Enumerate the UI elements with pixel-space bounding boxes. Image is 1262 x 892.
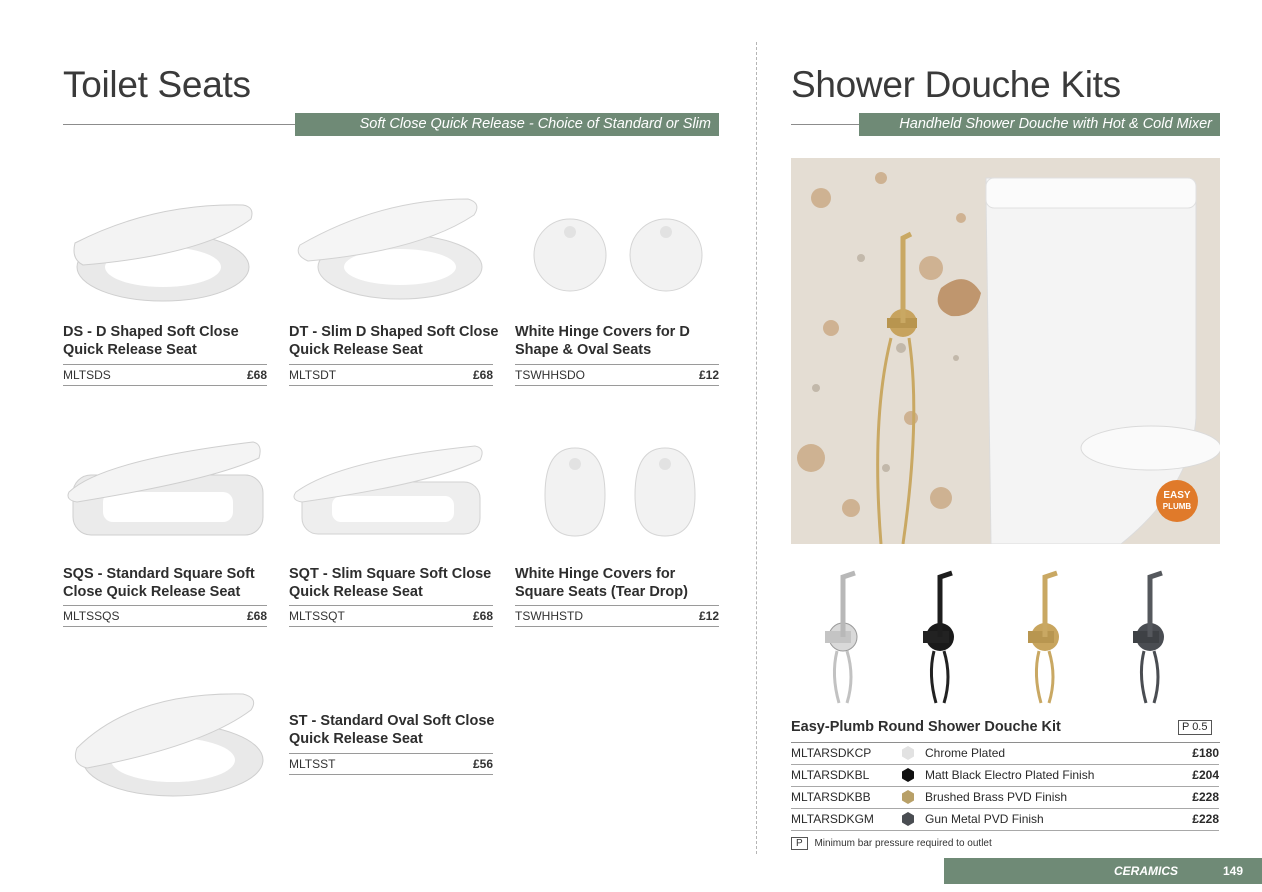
note-tag: P — [791, 837, 808, 850]
finish-variants-image — [815, 565, 1210, 705]
kit-price: £180 — [1192, 746, 1219, 760]
product-row-hinge-teardrop — [515, 605, 719, 627]
section-banner: Soft Close Quick Release - Choice of Standard or Slim — [295, 113, 719, 136]
product-name-dt: DT - Slim D Shaped Soft Close Quick Release Seat — [289, 324, 499, 358]
product-price: £12 — [698, 609, 719, 623]
kit-title: Easy-Plumb Round Shower Douche Kit — [791, 719, 1061, 735]
product-row-st — [289, 753, 493, 775]
finish-swatch-icon — [901, 790, 915, 804]
section-banner: Handheld Shower Douche with Hot & Cold Mixer — [859, 113, 1220, 136]
product-price: £68 — [246, 368, 267, 382]
product-price: £68 — [472, 368, 493, 382]
product-code: MLTSDT — [289, 368, 337, 382]
product-price: £56 — [472, 757, 493, 771]
product-price: £12 — [698, 368, 719, 382]
badge-line1: EASY — [1163, 490, 1191, 501]
finish-swatch-icon — [901, 768, 915, 782]
product-row-ds — [63, 364, 267, 386]
product-row-hinge-round — [515, 364, 719, 386]
note-text: Minimum bar pressure required to outlet — [814, 838, 992, 849]
ds-seat-image — [63, 185, 263, 310]
kit-row — [791, 809, 1219, 831]
kit-code: MLTARSDKBB — [791, 790, 871, 804]
kit-table — [791, 742, 1220, 831]
product-name-sqt: SQT - Slim Square Soft Close Quick Release Seat — [289, 566, 492, 600]
kit-code: MLTARSDKBL — [791, 768, 870, 782]
pressure-tag: P 0.5 — [1178, 720, 1212, 735]
product-name-sqs: SQS - Standard Square Soft Close Quick Release Seat — [63, 566, 255, 600]
kit-price: £228 — [1192, 790, 1219, 804]
product-name-ds: DS - D Shaped Soft Close Quick Release Seat — [63, 324, 239, 358]
badge-line2: PLUMB — [1162, 502, 1192, 511]
product-name-hinge-round: White Hinge Covers for D Shape & Oval Seats — [515, 324, 690, 358]
sqt-seat-image — [290, 440, 490, 545]
gunmetal-variant — [1133, 573, 1164, 703]
kit-row — [791, 743, 1219, 765]
hinge-covers-round-image — [525, 210, 715, 300]
product-code: MLTSDS — [63, 368, 111, 382]
lifestyle-photo — [791, 158, 1220, 544]
product-code: MLTSST — [289, 757, 336, 771]
title-rule — [791, 124, 859, 125]
page-title-toilet-seats: Toilet Seats — [63, 64, 251, 105]
kit-price: £228 — [1192, 812, 1219, 826]
st-seat-image — [63, 680, 268, 805]
product-code: TSWHHSDO — [515, 368, 585, 382]
kit-code: MLTARSDKGM — [791, 812, 874, 826]
footer-bar — [944, 858, 1262, 884]
kit-finish: Chrome Plated — [925, 746, 1006, 760]
page-title-shower-douche: Shower Douche Kits — [791, 64, 1121, 105]
kit-finish: Brushed Brass PVD Finish — [925, 790, 1068, 804]
footer-section: CERAMICS — [1114, 864, 1179, 878]
product-price: £68 — [472, 609, 493, 623]
kit-row — [791, 765, 1219, 787]
easy-plumb-badge — [1156, 480, 1198, 522]
kit-finish: Gun Metal PVD Finish — [925, 812, 1044, 826]
product-code: MLTSSQT — [289, 609, 345, 623]
black-variant — [923, 573, 954, 703]
dt-seat-image — [290, 185, 490, 310]
product-row-sqs — [63, 605, 267, 627]
kit-code: MLTARSDKCP — [791, 746, 872, 760]
brass-variant — [1028, 573, 1059, 703]
hinge-covers-teardrop-image — [535, 440, 710, 540]
product-name-hinge-teardrop: White Hinge Covers for Square Seats (Tear Drop) — [515, 566, 688, 600]
title-rule — [63, 124, 295, 125]
product-code: MLTSSQS — [63, 609, 120, 623]
kit-row — [791, 787, 1219, 809]
page-number: 149 — [1223, 864, 1244, 878]
product-row-sqt — [289, 605, 493, 627]
sqs-seat-image — [63, 430, 268, 545]
finish-swatch-icon — [901, 812, 915, 826]
product-price: £68 — [246, 609, 267, 623]
product-row-dt — [289, 364, 493, 386]
chrome-variant — [825, 573, 857, 703]
kit-price: £204 — [1192, 768, 1219, 782]
product-code: TSWHHSTD — [515, 609, 583, 623]
finish-swatch-icon — [901, 746, 915, 760]
product-name-st: ST - Standard Oval Soft Close Quick Release Seat — [289, 713, 495, 747]
page-divider — [756, 42, 757, 854]
pressure-note — [791, 837, 992, 850]
kit-finish: Matt Black Electro Plated Finish — [925, 768, 1095, 782]
